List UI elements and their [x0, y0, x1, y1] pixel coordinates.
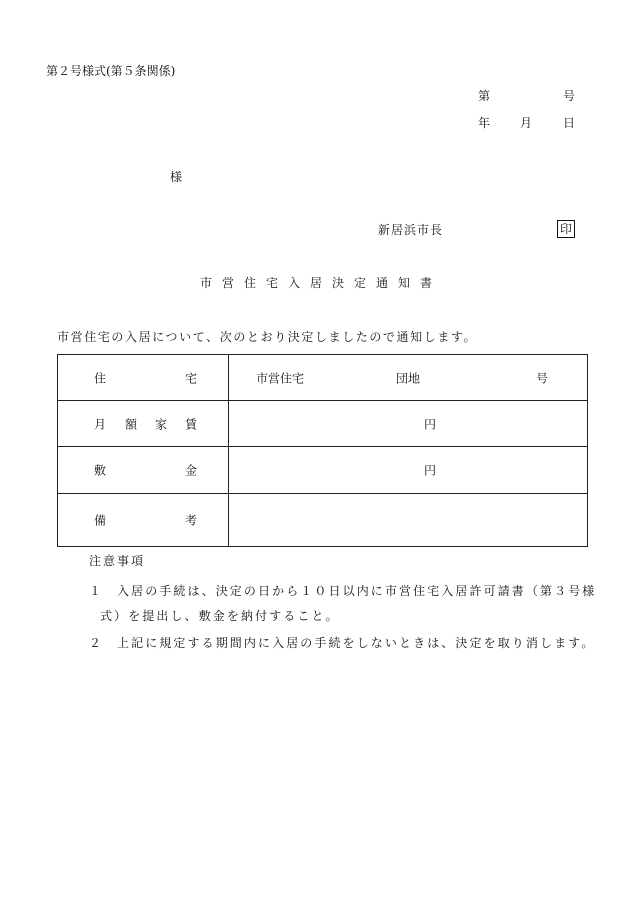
note-1-text: 入居の手続は、決定の日から１０日以内に市営住宅入居許可請書（第３号様	[117, 584, 597, 598]
label-char: 月	[94, 417, 107, 431]
value-yen-unit: 円	[424, 463, 437, 478]
label-char: 敷	[94, 463, 107, 478]
row-value-remarks	[229, 494, 588, 547]
label-char: 住	[94, 371, 107, 385]
document-title: 市営住宅入居決定通知書	[200, 276, 443, 290]
issuer-name: 新居浜市長	[378, 223, 444, 237]
date-year-label: 年	[478, 116, 491, 130]
row-value-monthly-rent	[229, 401, 588, 447]
intro-text: 市営住宅の入居について、次のとおり決定しましたので通知します。	[57, 330, 478, 344]
row-label-monthly-rent	[58, 401, 229, 447]
decision-table	[57, 354, 588, 547]
row-value-housing	[229, 355, 588, 401]
table-row	[58, 447, 588, 494]
row-label-housing	[58, 355, 229, 401]
value-number-suffix: 号	[536, 371, 549, 385]
doc-number-prefix: 第	[478, 89, 491, 103]
label-char: 家	[155, 417, 168, 431]
label-char: 賃	[185, 417, 198, 431]
row-label-remarks	[58, 494, 229, 547]
table-row	[58, 494, 588, 547]
table-row	[58, 401, 588, 447]
row-value-deposit	[229, 447, 588, 494]
value-municipal-housing: 市営住宅	[256, 371, 305, 385]
note-2-number: ２	[89, 636, 102, 650]
label-char: 額	[125, 417, 138, 431]
label-char: 考	[185, 513, 198, 528]
date-month-label: 月	[520, 116, 533, 130]
value-danchi: 団地	[396, 371, 421, 385]
label-char: 金	[185, 463, 198, 478]
label-char: 宅	[185, 371, 198, 385]
form-number-label: 第２号様式(第５条関係)	[46, 64, 176, 78]
value-yen-unit: 円	[424, 417, 437, 431]
table-row	[58, 355, 588, 401]
date-day-label: 日	[563, 116, 576, 130]
note-1-continuation: 式）を提出し、敷金を納付すること。	[100, 609, 340, 623]
doc-number-suffix: 号	[563, 89, 576, 103]
notes-heading: 注意事項	[89, 554, 146, 568]
addressee-suffix: 様	[170, 170, 183, 184]
note-2-text: 上記に規定する期間内に入居の手続をしないときは、決定を取り消します。	[117, 636, 596, 650]
row-label-deposit	[58, 447, 229, 494]
label-char: 備	[94, 513, 107, 528]
note-1-number: １	[89, 584, 102, 598]
seal-stamp-box: 印	[557, 220, 575, 238]
